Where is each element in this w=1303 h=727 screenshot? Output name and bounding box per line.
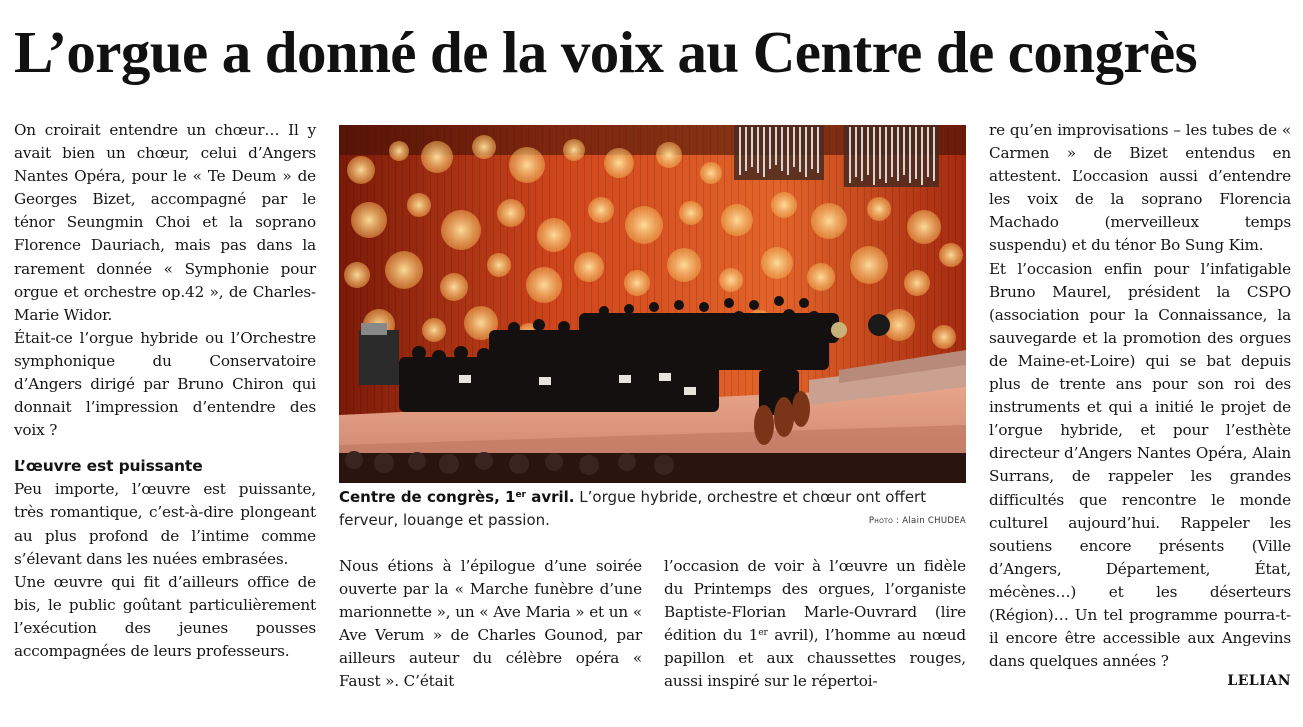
paragraph: Était-ce l’orgue hybride ou l’Orchestre symphonique du Conservatoire d’Angers dirigé par Bruno Chiron qui donnait l’impression d’entendre des voix ?: [14, 328, 316, 440]
article-column-1: [14, 119, 316, 663]
author-signature: LELIAN: [1227, 673, 1291, 689]
article-column-2: [339, 555, 642, 694]
paragraph: Peu importe, l’œuvre est puissante, très romantique, c’est-à-dire plongeant au plus profond de l’intime comme s’élevant dans les nuées embrasées.: [14, 480, 316, 568]
paragraph: On croirait entendre un chœur… Il y avait bien un chœur, celui d’Angers Nantes Opéra, pour le « Te Deum » de Georges Bizet, accompagné par le ténor Seungmin Choi et la soprano Florence Dauriach, mais pas dans la rarement donnée « Symphonie pour orgue et orchestre op.42 », de Charles-Marie Widor.: [14, 121, 316, 324]
caption-text: L’orgue hybride, orchestre et chœur ont offert ferveur, louange et passion.: [339, 488, 927, 529]
headline: L’orgue a donné de la voix au Centre de congrès: [14, 19, 1197, 85]
paragraph: re qu’en improvisations – les tubes de « Carmen » de Bizet entendus en attestent. L’occasion aussi d’entendre les voix de la soprano Florencia Machado (merveilleux temps suspendu) et du ténor Bo Sung Kim.: [989, 121, 1291, 255]
caption-lead: Centre de congrès, 1er avril.: [339, 488, 575, 506]
paragraph: l’occasion de voir à l’œuvre un fidèle du Printemps des orgues, l’organiste Baptiste-Florian Marle-Ouvrard (lire édition du 1er avril), l’homme au nœud papillon et aux chaussettes rouges, aussi inspiré sur le répertoi-: [664, 557, 966, 691]
article-column-3: [664, 555, 966, 694]
article-column-4: [989, 119, 1291, 673]
concert-photo: [339, 125, 966, 483]
paragraph: Une œuvre qui fit d’ailleurs office de bis, le public goûtant particulièrement l’exécution des jeunes pousses accompagnées de leurs professeurs.: [14, 572, 316, 660]
paragraph: Nous étions à l’épilogue d’une soirée ouverte par la « Marche funèbre d’une marionnette », un « Ave Maria » et un « Ave Verum » de Charles Gounod, par ailleurs auteur du célèbre opéra « Faust ». C’était: [339, 557, 642, 691]
photo-credit: Photo : Alain CHUDEA: [868, 516, 966, 526]
paragraph: Et l’occasion enfin pour l’infatigable Bruno Maurel, président la CSPO (association pour la Connaissance, la sauvegarde et la promotion des orgues de Maine-et-Loire) qui se bat depuis plus de trente ans pour son roi des instruments et qui a initié le projet de l’orgue hybride, et pour l’esthète directeur d’Angers Nantes Opéra, Alain Surrans, de rappeler les grandes difficultés que rencontre le monde culturel aujourd’hui. Rappeler les soutiens encore présents (Ville d’Angers, Département, État, mécènes…) et les déserteurs (Région)… Un tel programme pourra-t-il encore être accessible aux Angevins dans quelques années ?: [989, 259, 1291, 671]
subheading: L’œuvre est puissante: [14, 457, 203, 476]
